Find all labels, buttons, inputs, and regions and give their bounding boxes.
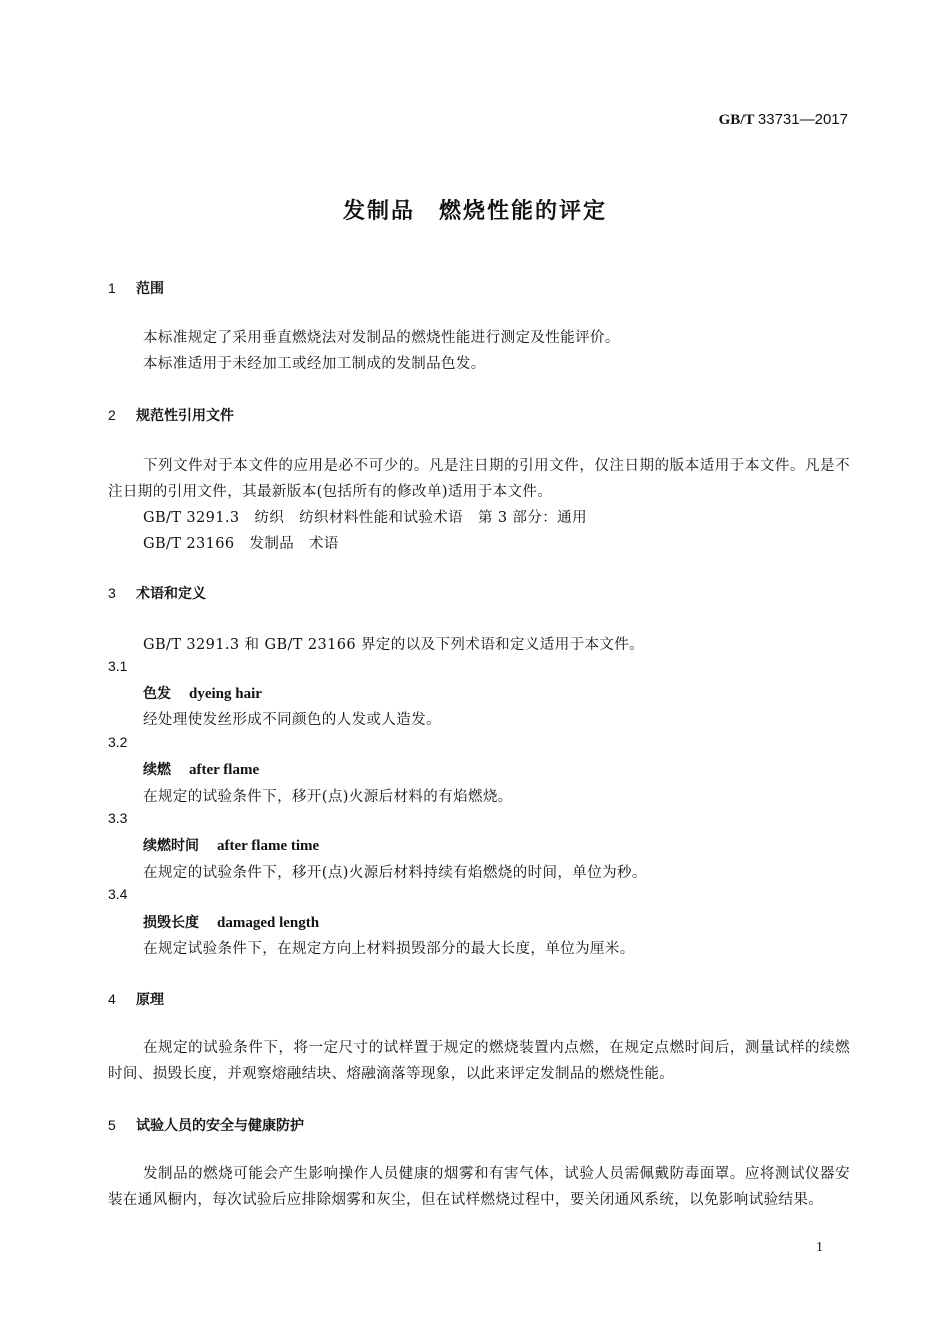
- page-number: 1: [816, 1240, 823, 1255]
- term-zh: 损毁长度: [143, 915, 199, 931]
- paragraph: 在规定的试验条件下，将一定尺寸的试样置于规定的燃烧装置内点燃，在规定点燃时间后，测量试样的续燃时间、损毁长度，并观察熔融结块、熔融滴落等现象，以此来评定发制品的燃烧性能。: [108, 1040, 850, 1082]
- term-definition: 经处理使发丝形成不同颜色的人发或人造发。: [143, 712, 441, 728]
- section-3-heading: [108, 583, 206, 603]
- section-number: 4: [108, 991, 116, 1007]
- term-zh: 续燃时间: [143, 838, 199, 854]
- section-title: 试验人员的安全与健康防护: [136, 1118, 304, 1134]
- term-en: damaged length: [217, 915, 320, 931]
- standard-code: [719, 111, 848, 129]
- section-number: 1: [108, 280, 116, 296]
- section-number: 3: [108, 585, 116, 601]
- term-heading: [143, 835, 319, 855]
- paragraph: 发制品的燃烧可能会产生影响操作人员健康的烟雾和有害气体，试验人员需佩戴防毒面罩。应将测试仪器安装在通风橱内，每次试验后应排除烟雾和灰尘，但在试样燃烧过程中，要关闭通风系统，以免影响试验结果。: [108, 1166, 850, 1208]
- normative-reference: GB/T 23166 发制品 术语: [143, 536, 339, 552]
- term-heading: [143, 683, 262, 703]
- standard-prefix: GB/T: [718, 112, 755, 128]
- paragraph: 下列文件对于本文件的应用是必不可少的。凡是注日期的引用文件，仅注日期的版本适用于本文件。凡是不注日期的引用文件，其最新版本(包括所有的修改单)适用于本文件。: [108, 458, 850, 500]
- section-4-heading: [108, 989, 164, 1009]
- section-title: 原理: [136, 992, 164, 1008]
- term-definition: 在规定的试验条件下，移开(点)火源后材料持续有焰燃烧的时间，单位为秒。: [143, 865, 647, 881]
- document-title: 发制品 燃烧性能的评定: [342, 199, 607, 224]
- section-title: 范围: [136, 281, 164, 297]
- term-heading: [143, 759, 259, 779]
- section-number: 2: [108, 407, 116, 423]
- standard-number: 33731—2017: [757, 111, 848, 128]
- term-en: dyeing hair: [189, 686, 262, 702]
- term-number: 3.3: [108, 810, 128, 826]
- term-zh: 色发: [143, 686, 171, 702]
- term-zh: 续燃: [143, 762, 171, 778]
- term-definition: 在规定的试验条件下，移开(点)火源后材料的有焰燃烧。: [143, 789, 513, 805]
- paragraph: 本标准适用于未经加工或经加工制成的发制品色发。: [143, 356, 486, 372]
- section-1-heading: [108, 278, 164, 298]
- section-5-heading: [108, 1115, 304, 1135]
- term-en: after flame time: [217, 838, 320, 854]
- term-definition: 在规定试验条件下，在规定方向上材料损毁部分的最大长度，单位为厘米。: [143, 941, 635, 957]
- paragraph: GB/T 3291.3 和 GB/T 23166 界定的以及下列术语和定义适用于本文件。: [143, 637, 645, 653]
- normative-reference: GB/T 3291.3 纺织 纺织材料性能和试验术语 第 3 部分：通用: [143, 510, 587, 526]
- section-title: 规范性引用文件: [136, 408, 234, 424]
- section-2-heading: [108, 405, 234, 425]
- section-title: 术语和定义: [136, 586, 206, 602]
- term-number: 3.1: [108, 658, 128, 674]
- term-number: 3.4: [108, 886, 128, 902]
- term-en: after flame: [189, 762, 260, 778]
- term-number: 3.2: [108, 734, 128, 750]
- paragraph: 本标准规定了采用垂直燃烧法对发制品的燃烧性能进行测定及性能评价。: [143, 330, 620, 346]
- section-number: 5: [108, 1117, 116, 1133]
- term-heading: [143, 912, 319, 932]
